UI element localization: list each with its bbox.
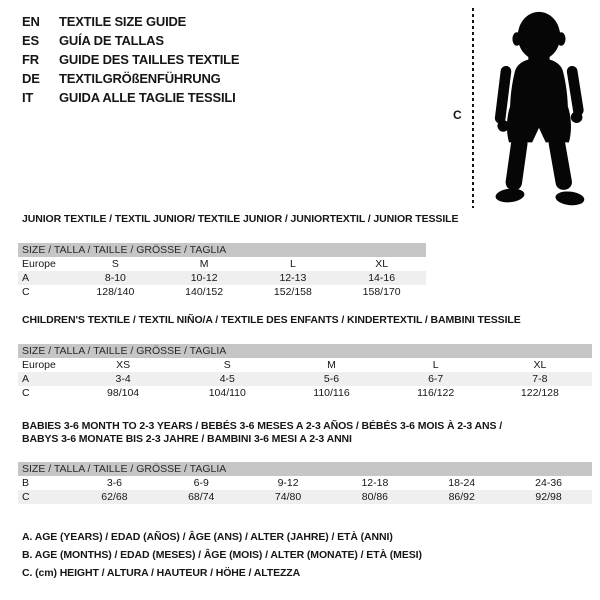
- value-cell: S: [223, 359, 231, 371]
- junior-textile-title: [18, 213, 459, 226]
- babies-textile-section: [18, 420, 592, 504]
- table-title-line: CHILDREN'S TEXTILE / TEXTIL NIÑO/A / TEXTILE DES ENFANTS / KINDERTEXTIL / BAMBINI TESSILE: [22, 314, 521, 326]
- language-row: [22, 88, 239, 107]
- value-cell: 92/98: [505, 490, 592, 504]
- language-code: FR: [22, 52, 39, 67]
- table-title-line: BABIES 3-6 MONTH TO 2-3 YEARS / BEBÉS 3-6 MESES A 2-3 AÑOS / BÉBÉS 3-6 MOIS À 2-3 ANS /: [22, 420, 503, 432]
- value-cell: XL: [533, 359, 547, 371]
- table-body: [18, 243, 426, 299]
- row-label-cell: C: [22, 286, 30, 298]
- legend-line: B. AGE (MONTHS) / EDAD (MESES) / ÂGE (MOIS) / ALTER (MONATE) / ETÀ (MESI): [22, 549, 422, 561]
- language-label: GUIDA ALLE TAGLIE TESSILI: [59, 90, 236, 105]
- legend-line: C. (cm) HEIGHT / ALTURA / HAUTEUR / HÖHE / ALTEZZA: [22, 567, 301, 579]
- value-cell: 116/122: [417, 387, 455, 399]
- value-cell: L: [289, 258, 296, 270]
- value-cell: 152/158: [273, 286, 312, 298]
- children-textile-title: [18, 314, 592, 327]
- table-row: [18, 358, 592, 372]
- size-table: [18, 243, 426, 299]
- value-cell: 18-24: [448, 477, 476, 489]
- measurement-legend: [22, 528, 422, 582]
- value-cell: 6-7: [384, 372, 488, 386]
- row-label-cell: A: [18, 372, 71, 386]
- language-code: ES: [22, 33, 39, 48]
- table-row: [18, 257, 426, 271]
- babies-textile-title: [18, 420, 592, 446]
- value-cell: 122/128: [520, 387, 559, 399]
- value-cell: 8-10: [71, 271, 160, 285]
- size-header-row: [18, 344, 592, 358]
- value-cell: 4-5: [175, 372, 279, 386]
- value-cell: 62/68: [71, 490, 158, 504]
- value-cell: 5-6: [279, 372, 383, 386]
- legend-line: A. AGE (YEARS) / EDAD (AÑOS) / ÂGE (ANS) / ALTER (JAHRE) / ETÀ (ANNI): [22, 531, 393, 543]
- language-row: [22, 50, 239, 69]
- value-cell: 104/110: [208, 387, 246, 399]
- junior-textile-section: [18, 213, 459, 299]
- row-label-cell: A: [18, 271, 71, 285]
- language-row: [22, 69, 239, 88]
- value-cell: 74/80: [245, 490, 332, 504]
- value-cell: 68/74: [158, 490, 245, 504]
- size-header-bar: SIZE / TALLA / TAILLE / GRÖSSE / TAGLIA: [18, 344, 592, 358]
- table-title-line: BABYS 3-6 MONATE BIS 2-3 JAHRE / BAMBINI 3-6 MESI A 2-3 ANNI: [22, 433, 352, 445]
- size-header-bar: SIZE / TALLA / TAILLE / GRÖSSE / TAGLIA: [18, 243, 426, 257]
- value-cell: 24-36: [535, 477, 562, 489]
- language-label: TEXTILE SIZE GUIDE: [59, 14, 187, 29]
- row-label-cell: B: [22, 477, 30, 489]
- value-cell: 110/116: [313, 387, 350, 399]
- language-code: IT: [22, 90, 34, 105]
- value-cell: S: [111, 258, 119, 270]
- language-row: [22, 12, 239, 31]
- table-row: [18, 271, 426, 285]
- value-cell: 128/140: [96, 286, 135, 298]
- value-cell: 80/86: [331, 490, 418, 504]
- value-cell: M: [327, 359, 336, 371]
- table-body: [18, 462, 592, 504]
- value-cell: 86/92: [418, 490, 505, 504]
- children-textile-section: [18, 314, 592, 400]
- size-header-row: [18, 243, 426, 257]
- value-cell: M: [199, 258, 209, 270]
- table-row: [18, 386, 592, 400]
- size-header-bar: SIZE / TALLA / TAILLE / GRÖSSE / TAGLIA: [18, 462, 592, 476]
- table-row: [18, 476, 592, 490]
- value-cell: 7-8: [488, 372, 592, 386]
- value-cell: 140/152: [185, 286, 224, 298]
- value-cell: XS: [116, 359, 131, 371]
- value-cell: 158/170: [362, 286, 401, 298]
- language-list: [22, 12, 239, 107]
- row-label-cell: C: [22, 387, 30, 399]
- row-label-cell: Europe: [22, 359, 56, 371]
- language-label: TEXTILGRÖßENFÜHRUNG: [59, 71, 221, 86]
- size-table: [18, 344, 592, 400]
- language-code: DE: [22, 71, 40, 86]
- value-cell: 14-16: [337, 271, 426, 285]
- value-cell: 98/104: [107, 387, 140, 399]
- table-row: [18, 490, 592, 504]
- language-code: EN: [22, 14, 40, 29]
- table-body: [18, 344, 592, 400]
- baby-height-figure: [453, 8, 598, 208]
- value-cell: 6-9: [193, 477, 209, 489]
- table-row: [18, 372, 592, 386]
- value-cell: 3-6: [106, 477, 122, 489]
- language-label: GUIDE DES TAILLES TEXTILE: [59, 52, 240, 67]
- value-cell: 12-18: [361, 477, 389, 489]
- table-title-line: JUNIOR TEXTILE / TEXTIL JUNIOR/ TEXTILE JUNIOR / JUNIORTEXTIL / JUNIOR TESSILE: [22, 213, 459, 225]
- size-table: [18, 462, 592, 504]
- value-cell: 10-12: [160, 271, 249, 285]
- size-header-row: [18, 462, 592, 476]
- value-cell: XL: [375, 258, 389, 270]
- language-label: GUÍA DE TALLAS: [59, 33, 164, 48]
- language-row: [22, 31, 239, 50]
- value-cell: 9-12: [277, 477, 299, 489]
- baby-silhouette-icon: [480, 10, 596, 208]
- value-cell: L: [432, 359, 439, 371]
- row-label-cell: Europe: [22, 258, 56, 270]
- value-cell: 12-13: [249, 271, 338, 285]
- height-measure-line: [472, 8, 474, 208]
- row-label-cell: C: [18, 490, 71, 504]
- height-measure-label: C: [453, 108, 462, 122]
- table-row: [18, 285, 426, 299]
- value-cell: 3-4: [71, 372, 175, 386]
